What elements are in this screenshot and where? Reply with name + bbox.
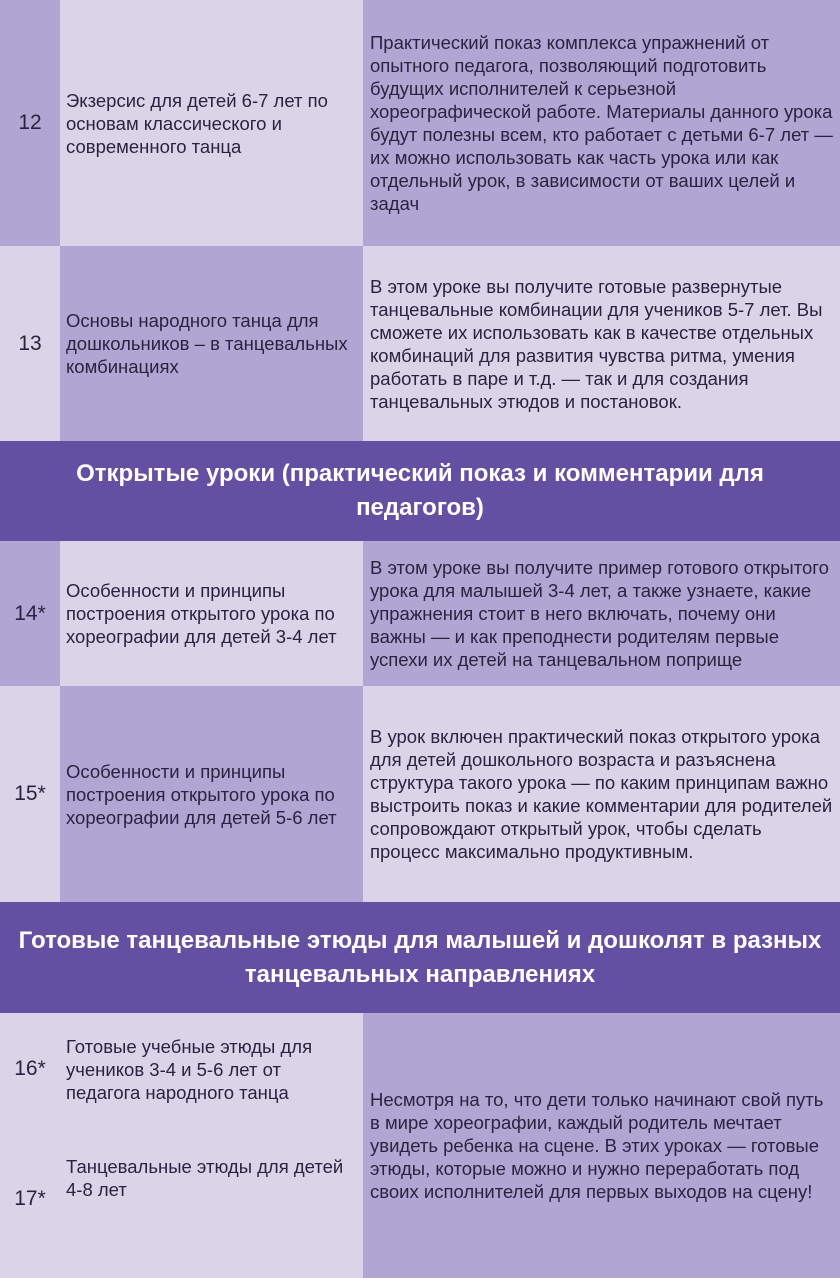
table-row-16-17 [0,1013,840,1278]
table-row-14 [0,541,840,686]
lesson-description: Несмотря на то, что дети только начинают свой путь в мире хореографии, каждый родитель мечтает увидеть ребенка на сцене. В этих уроках — готовые этюды, которые можно и нужно переработать под своих исполнителей для первых выходов на сцену! [363,1013,840,1278]
lesson-title: Готовые учебные этюды для учеников 3-4 и 5-6 лет от педагога народного танца [66,1035,313,1103]
lesson-title: Экзерсис для детей 6-7 лет по основам классического и современного танца [60,0,363,246]
row-number: 12 [0,0,60,246]
row-number: 13 [0,246,60,441]
lesson-title-column [60,1013,363,1278]
section-heading-open-lessons: Открытые уроки (практический показ и комментарии для педагогов) [0,441,840,541]
row-number: 16* [14,1057,46,1080]
lesson-description: В урок включен практический показ открытого урока для детей дошкольного возраста и разъяснена структура такого урока — по каким принципам важно выстроить показ и какие комментарии для родителей сопровождают открытый урок, чтобы сделать процесс максимально продуктивным. [363,686,840,902]
row-number: 17* [14,1187,46,1210]
row-number-column [0,1013,60,1278]
table-row-12 [0,0,840,246]
lesson-description: Практический показ комплекса упражнений от опытного педагога, позволяющий подготовить будущих исполнителей к серьезной хореографической работе. Материалы данного урока будут полезны всем, кто работает с детьми 6-7 лет — их можно использовать как часть урока или как отдельный урок, в зависимости от ваших целей и задач [363,0,840,246]
lesson-title: Танцевальные этюды для детей 4-8 лет [66,1156,344,1200]
lesson-description: В этом уроке вы получите пример готового открытого урока для малышей 3-4 лет, а также узнаете, какие упражнения стоит в него включать, почему они важны — и как преподнести родителям первые успехи их детей на танцевальном поприще [363,541,840,686]
lesson-title: Особенности и принципы построения открытого урока по хореографии для детей 5-6 лет [60,686,363,902]
table-row-13 [0,246,840,441]
lesson-title: Основы народного танца для дошкольников – в танцевальных комбинациях [60,246,363,441]
row-number: 15* [0,686,60,902]
lesson-title: Особенности и принципы построения открытого урока по хореографии для детей 3-4 лет [60,541,363,686]
row-number: 14* [0,541,60,686]
lesson-description: В этом уроке вы получите готовые развернутые танцевальные комбинации для учеников 5-7 лет. Вы сможете их использовать как в качестве отдельных комбинаций для развития чувства ритма, умения работать в паре и т.д. — так и для создания танцевальных этюдов и постановок. [363,246,840,441]
table-row-15 [0,686,840,902]
section-heading-ready-etudes: Готовые танцевальные этюды для малышей и дошколят в разных танцевальных направлениях [0,902,840,1013]
